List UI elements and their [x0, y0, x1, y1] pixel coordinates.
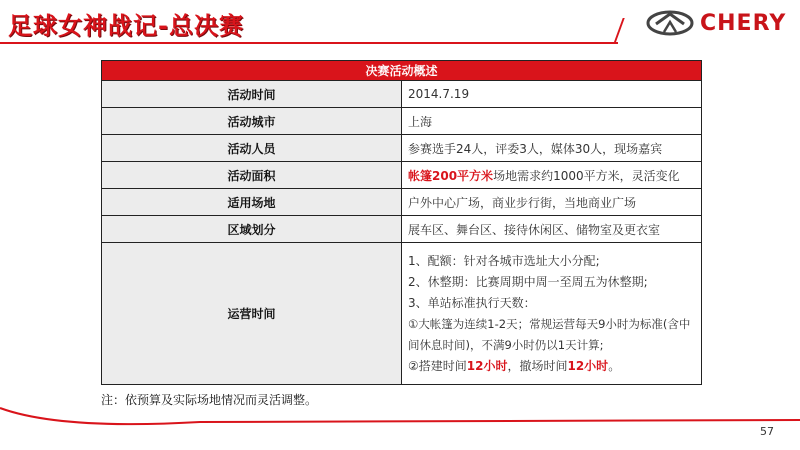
- footnote: 注：依预算及实际场地情况而灵活调整。: [101, 393, 318, 407]
- table-header: 决赛活动概述: [102, 61, 702, 81]
- title-underline-end: [613, 18, 624, 44]
- op-text: 。: [608, 358, 621, 373]
- title-underline: [0, 42, 618, 44]
- op-text: ，撤场时间: [507, 358, 568, 373]
- row-label: 活动面积: [102, 162, 402, 189]
- row-label: 活动时间: [102, 81, 402, 108]
- table-row: [102, 135, 702, 162]
- area-highlight: 帐篷200平方米: [408, 168, 494, 183]
- chery-emblem-icon: [646, 10, 694, 36]
- op-line: 2、休整期：比赛周期中周一至周五为休整期;: [408, 274, 648, 289]
- event-overview-table: [101, 60, 702, 385]
- row-label: 活动人员: [102, 135, 402, 162]
- row-value: 参赛选手24人，评委3人，媒体30人，现场嘉宾: [402, 135, 702, 162]
- row-label: 区域划分: [102, 216, 402, 243]
- row-label: 适用场地: [102, 189, 402, 216]
- area-rest: 场地需求约1000平方米，灵活变化: [493, 168, 680, 183]
- op-line: ①大帐篷为连续1-2天；常规运营每天9小时为标准(含中间休息时间)，不满9小时仍以1天计算;: [408, 316, 691, 352]
- op-line: [408, 356, 695, 377]
- operations-value: [402, 243, 702, 385]
- op-text: ②搭建时间: [408, 358, 467, 373]
- op-line: 3、单站标准执行天数：: [408, 295, 536, 310]
- table-row: [102, 81, 702, 108]
- row-value: [402, 162, 702, 189]
- row-value: 户外中心广场，商业步行街，当地商业广场: [402, 189, 702, 216]
- table-row-operations: [102, 243, 702, 385]
- op-line: 1、配额：针对各城市选址大小分配;: [408, 253, 600, 268]
- decorative-curve: [0, 400, 800, 450]
- table-row: [102, 216, 702, 243]
- page-number: 57: [760, 425, 774, 438]
- row-label: 活动城市: [102, 108, 402, 135]
- setup-hours: 12小时: [466, 358, 508, 373]
- table-row: [102, 162, 702, 189]
- row-value: 展车区、舞台区、接待休闲区、储物室及更衣室: [402, 216, 702, 243]
- row-value: 2014.7.19: [402, 81, 702, 108]
- teardown-hours: 12小时: [567, 358, 609, 373]
- row-label: 运营时间: [102, 243, 402, 385]
- slide-title: 足球女神战记-总决赛: [8, 12, 244, 40]
- chery-logo: [646, 10, 786, 36]
- row-value: 上海: [402, 108, 702, 135]
- brand-name: CHERY: [700, 10, 787, 36]
- table-row: [102, 108, 702, 135]
- table-row: [102, 189, 702, 216]
